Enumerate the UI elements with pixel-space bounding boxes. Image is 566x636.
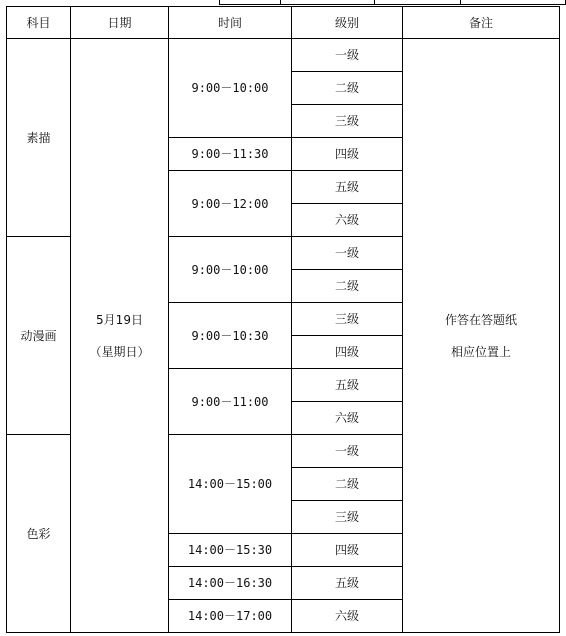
level-cell: 三级 [292, 501, 403, 534]
level-cell: 五级 [292, 369, 403, 402]
subject-cell: 色彩 [7, 435, 71, 633]
level-cell: 一级 [292, 39, 403, 72]
weekday-text: （星期日） [89, 344, 150, 359]
level-cell: 三级 [292, 105, 403, 138]
level-cell: 五级 [292, 171, 403, 204]
date-cell [71, 39, 169, 633]
level-cell: 五级 [292, 567, 403, 600]
header-note: 备注 [403, 7, 560, 39]
subject-cell: 素描 [7, 39, 71, 237]
time-cell: 14:00－15:30 [169, 534, 292, 567]
subject-cell: 动漫画 [7, 237, 71, 435]
note-line-2: 相应位置上 [450, 344, 511, 359]
date-text: 5月19日 [96, 312, 143, 327]
time-cell: 14:00－15:00 [169, 435, 292, 534]
time-cell: 9:00－12:00 [169, 171, 292, 237]
time-cell: 9:00－10:00 [169, 237, 292, 303]
level-cell: 六级 [292, 402, 403, 435]
header-row [7, 7, 560, 39]
level-cell: 四级 [292, 336, 403, 369]
header-date: 日期 [71, 7, 169, 39]
level-cell: 三级 [292, 303, 403, 336]
level-cell: 四级 [292, 138, 403, 171]
level-cell: 四级 [292, 534, 403, 567]
level-cell: 二级 [292, 72, 403, 105]
table-row [7, 39, 560, 72]
time-cell: 9:00－10:00 [169, 39, 292, 138]
level-cell: 六级 [292, 204, 403, 237]
exam-schedule-table [6, 6, 560, 633]
time-cell: 9:00－10:30 [169, 303, 292, 369]
previous-table-edge [219, 0, 566, 5]
level-cell: 二级 [292, 270, 403, 303]
level-cell: 二级 [292, 468, 403, 501]
time-cell: 14:00－17:00 [169, 600, 292, 633]
time-cell: 9:00－11:30 [169, 138, 292, 171]
time-cell: 9:00－11:00 [169, 369, 292, 435]
time-cell: 14:00－16:30 [169, 567, 292, 600]
level-cell: 六级 [292, 600, 403, 633]
header-level: 级别 [292, 7, 403, 39]
level-cell: 一级 [292, 435, 403, 468]
note-cell [403, 39, 560, 633]
note-line-1: 作答在答题纸 [444, 312, 517, 327]
header-time: 时间 [169, 7, 292, 39]
level-cell: 一级 [292, 237, 403, 270]
header-subject: 科目 [7, 7, 71, 39]
